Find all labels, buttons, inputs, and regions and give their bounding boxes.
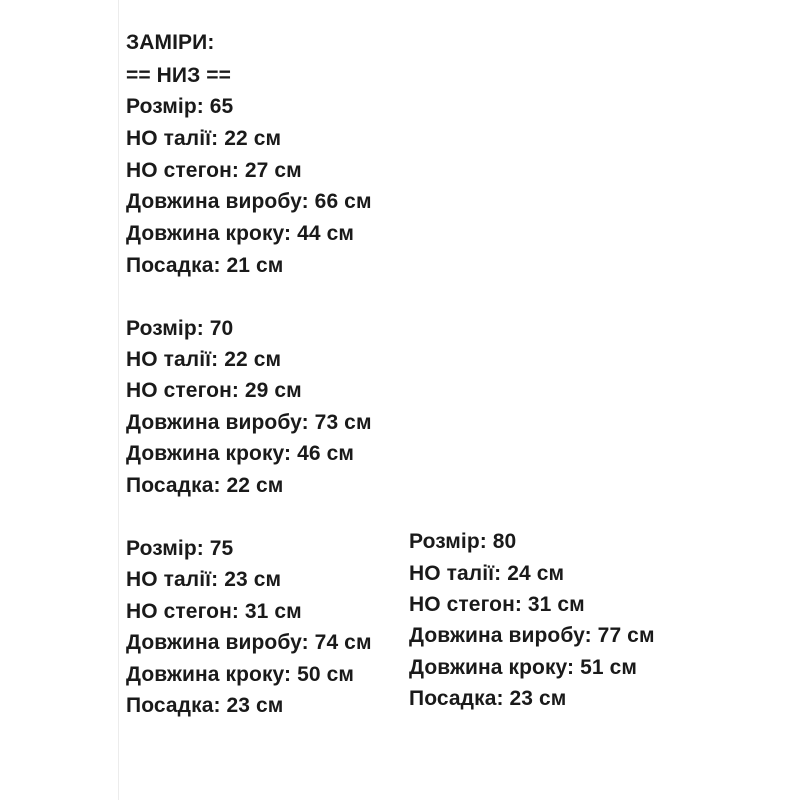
size-label: Розмір: 80 <box>409 530 517 553</box>
waist-measure: НО талії: 23 см <box>126 568 282 591</box>
hips-measure: НО стегон: 31 см <box>126 600 302 623</box>
length-measure: Довжина виробу: 73 см <box>126 411 372 434</box>
inseam-measure: Довжина кроку: 51 см <box>409 656 637 679</box>
inseam-measure: Довжина кроку: 46 см <box>126 442 354 465</box>
document-title: ЗАМІРИ: <box>126 31 215 54</box>
rise-measure: Посадка: 22 см <box>126 474 284 497</box>
hips-measure: НО стегон: 29 см <box>126 379 302 402</box>
size-label: Розмір: 65 <box>126 95 234 118</box>
waist-measure: НО талії: 24 см <box>409 562 565 585</box>
length-measure: Довжина виробу: 66 см <box>126 190 372 213</box>
waist-measure: НО талії: 22 см <box>126 348 282 371</box>
length-measure: Довжина виробу: 77 см <box>409 624 655 647</box>
rise-measure: Посадка: 23 см <box>409 687 567 710</box>
page-edge-divider <box>118 0 119 800</box>
rise-measure: Посадка: 23 см <box>126 694 284 717</box>
inseam-measure: Довжина кроку: 50 см <box>126 663 354 686</box>
section-heading-bottom: == НИЗ == <box>126 64 232 87</box>
length-measure: Довжина виробу: 74 см <box>126 631 372 654</box>
size-label: Розмір: 75 <box>126 537 234 560</box>
rise-measure: Посадка: 21 см <box>126 254 284 277</box>
inseam-measure: Довжина кроку: 44 см <box>126 222 354 245</box>
waist-measure: НО талії: 22 см <box>126 127 282 150</box>
hips-measure: НО стегон: 31 см <box>409 593 585 616</box>
hips-measure: НО стегон: 27 см <box>126 159 302 182</box>
size-label: Розмір: 70 <box>126 317 234 340</box>
